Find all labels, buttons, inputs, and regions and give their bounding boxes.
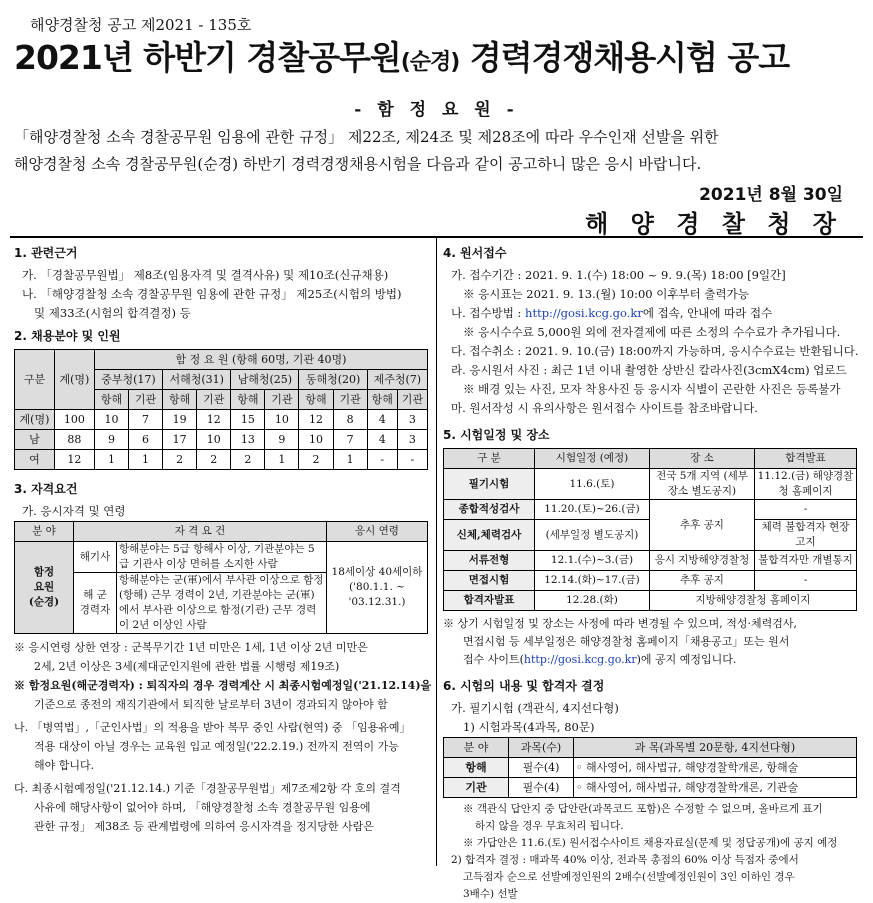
table-header: 남해청(25) [231, 370, 299, 390]
table-cell: 19 [163, 410, 197, 430]
gosi-site-link[interactable]: http://gosi.kcg.go.kr [523, 653, 637, 666]
title-end: 경력경쟁채용시험 공고 [459, 38, 790, 77]
intro-line: 해양경찰청 소속 경찰공무원(순경) 하반기 경력경쟁채용시험을 다음과 같이 공고하니 많은 응시 바랍니다. [14, 155, 702, 173]
right-column [443, 240, 859, 903]
table-header: 계(명) [54, 350, 94, 410]
table-header: 항해 [163, 390, 197, 410]
title-small: (순경) [400, 50, 460, 75]
text: 나. 접수방법 : [451, 306, 526, 320]
row-label: 기관 [444, 778, 509, 798]
notice-title [14, 32, 789, 79]
note-line: ※ 객관식 답안지 중 답안란(과목코드 포함)은 수정할 수 없으며, 올바르게 표기 [463, 803, 823, 815]
table-header: 분 야 [15, 522, 74, 542]
table-header: 기관 [129, 390, 163, 410]
row-label: 합격자발표 [444, 591, 535, 611]
row-label: 남 [15, 430, 55, 450]
field-cell: 함정 요원 (순경) [15, 542, 74, 634]
table-header: 기관 [333, 390, 367, 410]
list-item: 가. 응시자격 및 연령 [22, 504, 126, 518]
table-cell: ◦ 해사영어, 해사법규, 해양경찰학개론, 항해술 [574, 758, 857, 778]
table-cell: ◦ 해사영어, 해사법규, 해양경찰학개론, 기관술 [574, 778, 857, 798]
table-cell: 체력 불합격자 현장고지 [755, 520, 857, 551]
table-cell: 7 [129, 410, 163, 430]
table-row [444, 591, 857, 611]
note-line: 관한 규정」 제38조 등 관계법령에 의하여 응시자격을 정지당한 사람은 [34, 820, 374, 833]
note-line: ※ 배경 있는 사진, 모자 착용사진 등 응시자 식별이 곤란한 사진은 등록불가 [463, 382, 841, 396]
notice-date: 2021년 8월 30일 [699, 185, 843, 205]
table-row [444, 551, 857, 571]
requirement-cell: 항해분야는 군(軍)에서 부사관 이상으로 함정(항해) 근무 경력이 2년, 기관분야는 군(軍)에서 부사관 이상으로 함정(기관) 근무 경력이 2년 이상인 사람 [117, 573, 327, 634]
table-cell: 11.20.(토)~26.(금) [535, 500, 650, 520]
row-label: 필기시험 [444, 469, 535, 500]
table-cell: 12 [299, 410, 333, 430]
table-cell: 13 [231, 430, 265, 450]
table-header: 기관 [397, 390, 427, 410]
row-label: 여 [15, 450, 55, 470]
table-header: 구분 [15, 350, 55, 410]
qualification-table [14, 521, 428, 634]
table-cell: 11.12.(금) 해양경찰청 홈페이지 [755, 469, 857, 500]
table-header: 항해 [367, 390, 397, 410]
row-label: 계(명) [15, 410, 55, 430]
table-header: 항해 [231, 390, 265, 410]
note-line: 하지 않을 경우 무효처리 됩니다. [475, 820, 624, 832]
note-line: 3배수) 선발 [463, 888, 518, 900]
issuer-name: 해 양 경 찰 청 장 [585, 210, 843, 238]
table-header: 기관 [265, 390, 299, 410]
table-row [444, 758, 857, 778]
row-label: 신체,체력검사 [444, 520, 535, 551]
requirement-cell: 항해분야는 5급 항해사 이상, 기관분야는 5급 기관사 이상 면허를 소지한 사람 [117, 542, 327, 573]
list-item: 및 제33조(시험의 합격결정) 등 [34, 306, 191, 320]
row-label: 항해 [444, 758, 509, 778]
table-header: 과 목(과목별 20문항, 4지선다형) [574, 738, 857, 758]
list-item: 나. 「해양경찰청 소속 경찰공무원 임용에 관한 규정」 제25조(시험의 방법) [22, 287, 402, 301]
schedule-table [443, 448, 857, 611]
note-line [443, 651, 859, 669]
table-cell: 10 [265, 410, 299, 430]
table-header: 항해 [299, 390, 333, 410]
list-item [443, 304, 859, 323]
table-cell: (세부일정 별도공지) [535, 520, 650, 551]
table-row [15, 430, 428, 450]
table-header: 함 정 요 원 (항해 60명, 기관 40명) [94, 350, 427, 370]
table-cell: 12.14.(화)~17.(금) [535, 571, 650, 591]
table-cell: 2 [231, 450, 265, 470]
intro-text [14, 124, 859, 178]
section-title: 6. 시험의 내용 및 합격자 결정 [443, 679, 605, 693]
table-header: 동해청(20) [299, 370, 367, 390]
table-cell: 4 [367, 430, 397, 450]
table-header: 시험일정 (예정) [535, 449, 650, 469]
note-line: 면접시험 등 세부일정은 해양경찰청 홈페이지「채용공고」또는 원서 [463, 635, 790, 648]
table-cell: - [367, 450, 397, 470]
note-line: 2) 합격자 결정 : 매과목 40% 이상, 전과목 총점의 60% 이상 득점자 중에서 [451, 854, 799, 866]
table-cell: - [755, 500, 857, 520]
table-cell: 2 [163, 450, 197, 470]
table-cell: 15 [231, 410, 265, 430]
list-item: 가. 「경찰공무원법」 제8조(임용자격 및 결격사유) 및 제10조(신규채용) [22, 268, 389, 282]
staffing-table [14, 349, 428, 470]
list-item: 1) 시험과목(4과목, 80문) [463, 720, 595, 734]
sub-field-cell: 해기사 [74, 542, 117, 573]
table-cell: 1 [129, 450, 163, 470]
intro-line: 「해양경찰청 소속 경찰공무원 임용에 관한 규정」 제22조, 제24조 및 제28조에 따라 우수인재 선발을 위한 [14, 128, 719, 146]
table-row [444, 571, 857, 591]
row-label: 면접시험 [444, 571, 535, 591]
table-cell: 3 [397, 430, 427, 450]
table-cell: 12 [54, 450, 94, 470]
table-cell: 추후 공지 [650, 571, 755, 591]
table-cell: 필수(4) [509, 758, 574, 778]
table-header: 과목(수) [509, 738, 574, 758]
table-cell: 10 [299, 430, 333, 450]
table-header: 구 분 [444, 449, 535, 469]
table-header: 자 격 요 건 [74, 522, 327, 542]
note-line: ※ 함정요원(해군경력자) : 퇴직자의 경우 경력계산 시 최종시험예정일('21.12.14)을 [14, 679, 432, 692]
list-item: 가. 접수기간 : 2021. 9. 1.(수) 18:00 ~ 9. 9.(목) 18:00 [9일간] [451, 268, 786, 282]
table-cell: 전국 5개 지역 (세부장소 별도공지) [650, 469, 755, 500]
table-header: 합격발표 [755, 449, 857, 469]
notice-subtitle: - 함 정 요 원 - [354, 100, 519, 120]
title-main: 2021년 하반기 경찰공무원 [14, 38, 401, 77]
row-label: 종합적성검사 [444, 500, 535, 520]
section-title: 4. 원서접수 [443, 246, 507, 260]
table-row [15, 410, 428, 430]
note-line: ※ 응시수수료 5,000원 외에 전자결제에 따른 소정의 수수료가 추가됩니다. [463, 325, 841, 339]
table-cell: 12 [197, 410, 231, 430]
table-header: 장 소 [650, 449, 755, 469]
section-title: 5. 시험일정 및 장소 [443, 428, 550, 442]
note-line: 사유에 해당사항이 없어야 하며, 「해양경찰청 소속 경찰공무원 임용에 [34, 801, 371, 814]
sub-field-cell: 해 군 경력자 [74, 573, 117, 634]
table-row [15, 450, 428, 470]
table-cell: 2 [197, 450, 231, 470]
table-cell: 4 [367, 410, 397, 430]
note-line: 기준으로 종전의 재직기관에서 퇴직한 날로부터 3년이 경과되지 않아야 함 [34, 698, 388, 711]
table-cell: 3 [397, 410, 427, 430]
table-cell: 10 [94, 410, 128, 430]
column-divider [436, 238, 437, 866]
table-cell: 10 [197, 430, 231, 450]
table-cell: 6 [129, 430, 163, 450]
table-header: 중부청(17) [94, 370, 162, 390]
table-header: 제주청(7) [367, 370, 427, 390]
table-row [444, 778, 857, 798]
list-item: 라. 응시원서 사진 : 최근 1년 이내 촬영한 상반신 칼라사진(3cmX4cm) 업로드 [451, 363, 847, 377]
section-title: 1. 관련근거 [14, 246, 78, 260]
note-line: 해야 합니다. [34, 759, 95, 772]
age-cell: 18세이상 40세이하 ('80.1.1. ~ '03.12.31.) [327, 542, 428, 634]
note-line: 적용 대상이 아닐 경우는 교육원 입교 예정일('22.2.19.) 전까지 전역이 가능 [34, 740, 399, 753]
note-line: ※ 상기 시험일정 및 장소는 사정에 따라 변경될 수 있으며, 적성·체력검사, [443, 617, 797, 630]
list-item: 다. 접수취소 : 2021. 9. 10.(금) 18:00까지 가능하며, 응시수수료는 반환됩니다. [451, 344, 859, 358]
table-cell: 7 [333, 430, 367, 450]
section-title: 2. 채용분야 및 인원 [14, 329, 121, 343]
note-line: 나. 「병역법」,「군인사법」의 적용을 받아 복무 중인 사람(현역) 중 「임용유예」 [14, 721, 411, 734]
table-header: 응시 연령 [327, 522, 428, 542]
note-line: 2세, 2년 이상은 3세(제대군인지원에 관한 법률 시행령 제19조) [34, 660, 340, 673]
table-header: 항해 [94, 390, 128, 410]
table-row [444, 500, 857, 520]
table-cell: - [755, 571, 857, 591]
table-cell: 2 [299, 450, 333, 470]
table-row [444, 469, 857, 500]
table-cell: 추후 공지 [650, 500, 755, 551]
table-header: 서해청(31) [163, 370, 231, 390]
table-cell: 1 [94, 450, 128, 470]
left-column [14, 240, 432, 836]
table-cell: 17 [163, 430, 197, 450]
table-cell: 필수(4) [509, 778, 574, 798]
table-cell: 1 [333, 450, 367, 470]
note-line: ※ 가답안은 11.6.(토) 원서접수사이트 채용자료실(문제 및 정답공개)에 공지 예정 [463, 837, 838, 849]
table-cell: 88 [54, 430, 94, 450]
note-line: ※ 응시표는 2021. 9. 13.(월) 10:00 이후부터 출력가능 [463, 287, 749, 301]
note-line: 다. 최종시험예정일('21.12.14.) 기준「경찰공무원법」제7조제2항 각 호의 결격 [14, 782, 401, 795]
table-header: 기관 [197, 390, 231, 410]
table-cell: 불합격자만 개별통지 [755, 551, 857, 571]
apply-site-link[interactable]: http://gosi.kcg.go.kr [525, 306, 643, 320]
table-cell: 100 [54, 410, 94, 430]
list-item: 가. 필기시험 (객관식, 4지선다형) [451, 701, 619, 715]
table-header: 분 야 [444, 738, 509, 758]
table-cell: 지방해양경찰청 홈페이지 [650, 591, 857, 611]
note-line: 고득점자 순으로 선발예정인원의 2배수(선발예정인원이 3인 이하인 경우 [463, 871, 795, 883]
subjects-table [443, 737, 857, 798]
table-cell: 12.28.(화) [535, 591, 650, 611]
table-cell: - [397, 450, 427, 470]
note-line: ※ 응시연령 상한 연장 : 군복무기간 1년 미만은 1세, 1년 이상 2년 미만은 [14, 641, 368, 654]
table-cell: 8 [333, 410, 367, 430]
text: )에 공지 예정입니다. [636, 653, 737, 666]
notice-number: 해양경찰청 공고 제2021 - 135호 [30, 16, 252, 34]
table-cell: 1 [265, 450, 299, 470]
table-cell: 12.1.(수)~3.(금) [535, 551, 650, 571]
table-cell: 11.6.(토) [535, 469, 650, 500]
table-cell: 9 [265, 430, 299, 450]
table-cell: 9 [94, 430, 128, 450]
section-title: 3. 자격요건 [14, 482, 78, 496]
text: 접수 사이트( [463, 653, 524, 666]
row-label: 서류전형 [444, 551, 535, 571]
list-item: 마. 원서작성 시 유의사항은 원서접수 사이트를 참조바랍니다. [451, 401, 758, 415]
table-cell: 응시 지방해양경찰청 [650, 551, 755, 571]
text: 에 접속, 안내에 따라 접수 [642, 306, 773, 320]
